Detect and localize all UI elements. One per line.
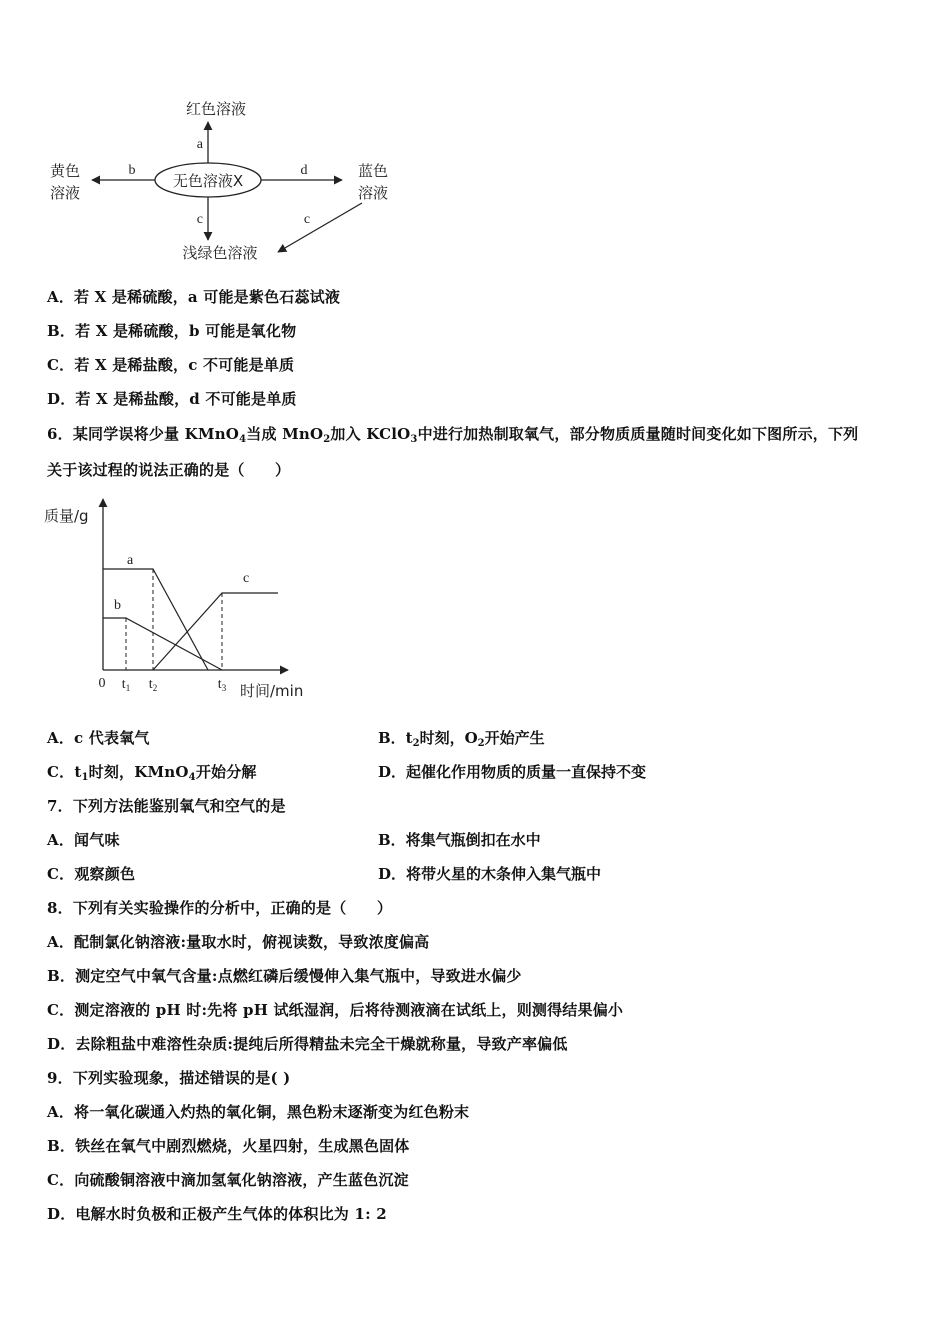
arrow-label-d: d (300, 163, 308, 178)
left-label-2: 溶液 (49, 184, 81, 202)
q6-option-a: A．c 代表氧气 (47, 729, 150, 747)
arrow-diagonal (278, 203, 362, 252)
q6-b-sub: 2 (412, 738, 420, 749)
q6-stem-sub: 2 (323, 434, 331, 445)
q6-option-d: D．起催化作用物质的质量一直保持不变 (378, 763, 647, 781)
tick-t2-sub: 2 (152, 683, 158, 693)
series-a-line (103, 569, 208, 670)
arrow-label-a: a (196, 137, 203, 152)
q6-c-part: 开始分解 (195, 763, 257, 781)
q7-option-d: D．将带火星的木条伸入集气瓶中 (378, 865, 602, 883)
q6-stem-part: 当成 MnO (246, 425, 324, 443)
top-label: 红色溶液 (185, 100, 247, 118)
tick-t3-base: t (217, 677, 222, 692)
q8-option-a: A．配制氯化钠溶液:量取水时，俯视读数，导致浓度偏高 (47, 933, 430, 951)
left-label-1: 黄色 (49, 162, 81, 180)
q6-c-sub: 4 (188, 772, 196, 783)
q9-option-d: D．电解水时负极和正极产生气体的体积比为 1: 2 (47, 1205, 387, 1223)
q6-stem-line1 (47, 423, 858, 445)
tick-t3 (218, 677, 227, 693)
q8-option-c: C．测定溶液的 pH 时:先将 pH 试纸湿润，后将待测液滴在试纸上，则测得结果偏小 (47, 1001, 624, 1019)
series-c-label: c (243, 571, 250, 586)
q6-b-sub: 2 (477, 738, 485, 749)
tick-t2-base: t (148, 677, 153, 692)
origin-label: 0 (98, 676, 106, 691)
bottom-label: 浅绿色溶液 (182, 244, 258, 262)
tick-t1 (122, 677, 130, 693)
q6-c-sub: 1 (81, 772, 89, 783)
q8-option-b: B．测定空气中氧气含量:点燃红磷后缓慢伸入集气瓶中，导致进水偏少 (47, 967, 522, 985)
q6-b-part: 时刻，O (419, 729, 478, 747)
right-label-1: 蓝色 (357, 162, 389, 180)
q9-option-a: A．将一氧化碳通入灼热的氧化铜，黑色粉末逐渐变为红色粉末 (47, 1103, 470, 1121)
q6-c-part: 时刻，KMnO (88, 763, 189, 781)
q5-option-c: C．若 X 是稀盐酸，c 不可能是单质 (47, 356, 295, 374)
q6-option-c (47, 761, 257, 783)
q7-stem: 7．下列方法能鉴别氧气和空气的是 (47, 797, 286, 815)
mass-time-chart (40, 495, 330, 710)
q5-option-a: A．若 X 是稀硫酸，a 可能是紫色石蕊试液 (47, 288, 341, 306)
tick-t1-base: t (121, 677, 126, 692)
q6-b-part: B．t (378, 729, 413, 747)
q5-option-b: B．若 X 是稀硫酸，b 可能是氧化物 (47, 322, 297, 340)
q6-stem-part: 中进行加热制取氧气，部分物质质量随时间变化如下图所示，下列 (417, 425, 859, 443)
tick-t2 (149, 677, 157, 693)
series-a-label: a (127, 553, 134, 568)
q6-stem-part: 6．某同学误将少量 KMnO (47, 425, 240, 443)
tick-t3-sub: 3 (221, 683, 227, 693)
tick-t1-sub: 1 (125, 683, 131, 693)
q6-b-part: 开始产生 (484, 729, 545, 747)
x-axis-label: 时间/min (240, 682, 304, 700)
q7-option-c: C．观察颜色 (47, 865, 136, 883)
q6-option-b (378, 727, 545, 749)
q8-stem: 8．下列有关实验操作的分析中，正确的是（ ） (47, 899, 393, 917)
y-axis-label: 质量/g (44, 507, 89, 525)
q9-stem: 9．下列实验现象，描述错误的是( ) (47, 1069, 291, 1087)
series-b-label: b (114, 598, 121, 613)
reaction-diagram (40, 90, 410, 270)
q6-c-part: C．t (47, 763, 82, 781)
arrow-label-c-down: c (196, 212, 203, 227)
q8-option-d: D．去除粗盐中难溶性杂质:提纯后所得精盐未完全干燥就称量，导致产率偏低 (47, 1035, 568, 1053)
q5-option-d: D．若 X 是稀盐酸，d 不可能是单质 (47, 390, 297, 408)
center-label: 无色溶液X (172, 172, 244, 190)
q6-stem-line2: 关于该过程的说法正确的是（ ） (47, 461, 291, 479)
q7-option-a: A．闻气味 (47, 831, 120, 849)
arrow-label-c-diag: c (303, 212, 311, 227)
q6-stem-sub: 3 (410, 434, 418, 445)
q9-option-c: C．向硫酸铜溶液中滴加氢氧化钠溶液，产生蓝色沉淀 (47, 1171, 409, 1189)
q6-stem-part: 加入 KClO (330, 425, 411, 443)
q9-option-b: B．铁丝在氧气中剧烈燃烧，火星四射，生成黑色固体 (47, 1137, 410, 1155)
arrow-label-b: b (128, 163, 136, 178)
q6-stem-sub: 4 (239, 434, 247, 445)
q7-option-b: B．将集气瓶倒扣在水中 (378, 831, 541, 849)
right-label-2: 溶液 (357, 184, 389, 202)
